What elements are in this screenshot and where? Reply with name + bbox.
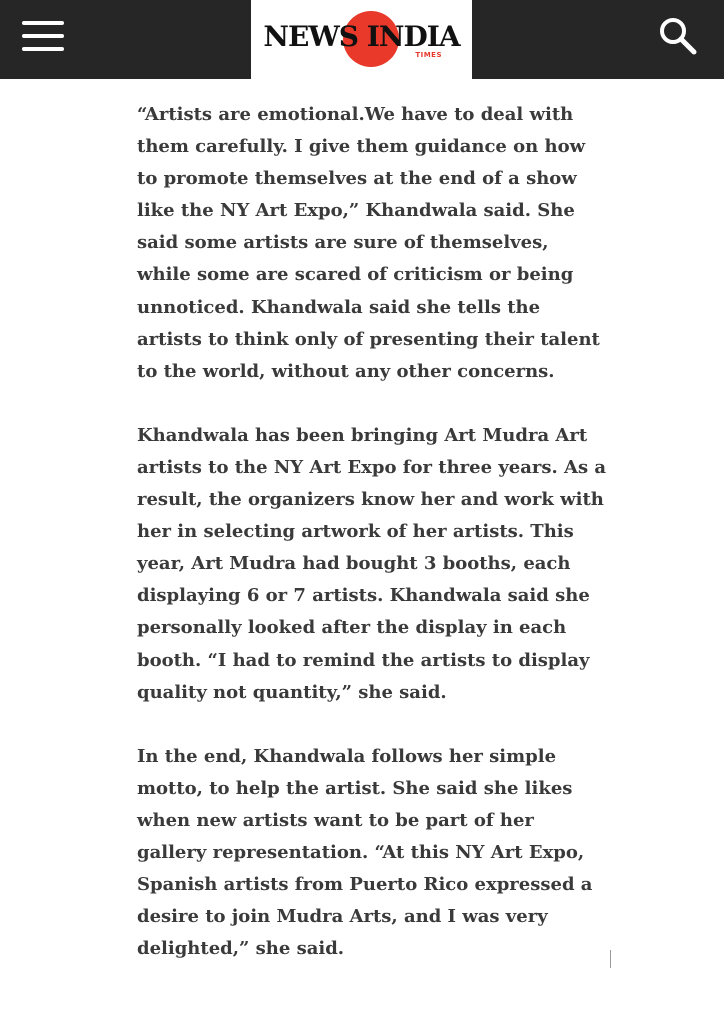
article-body (137, 99, 607, 997)
search-icon[interactable] (656, 14, 700, 58)
hamburger-menu-icon[interactable] (20, 18, 68, 54)
logo-subtext: TIMES (415, 51, 442, 59)
logo-wordmark: NEWS INDIA (263, 20, 460, 53)
article-paragraph-2: Khandwala has been bringing Art Mudra Art artists to the NY Art Expo for three years. As a result, the organizers know her and work with her in selecting artwork of her artists. This year, Art Mudra had bought 3 booths, each displaying 6 or 7 artists. Khandwala said she personally looked after the display in each booth. “I had to remind the artists to display quality not quantity,” she said. (137, 424, 607, 703)
article-paragraph-3: In the end, Khandwala follows her simple motto, to help the artist. She said she likes when new artists want to be part of her gallery representation. “At this NY Art Expo, Spanish artists from Puerto Rico expressed a desire to join Mudra Arts, and I was very delighted,” she said. (137, 745, 593, 960)
top-navigation-bar (0, 0, 724, 79)
article-paragraph-1: “Artists are emotional.We have to deal with them carefully. I give them guidance on how to promote themselves at the end of a show like the NY Art Expo,” Khandwala said. She said some artists are sure of themselves, while some are scared of criticism or being unnoticed. Khandwala said she tells the artists to think only of presenting their talent to the world, without any other concerns. (137, 104, 600, 382)
site-logo[interactable] (251, 0, 472, 79)
scroll-caret-marker (610, 950, 611, 968)
